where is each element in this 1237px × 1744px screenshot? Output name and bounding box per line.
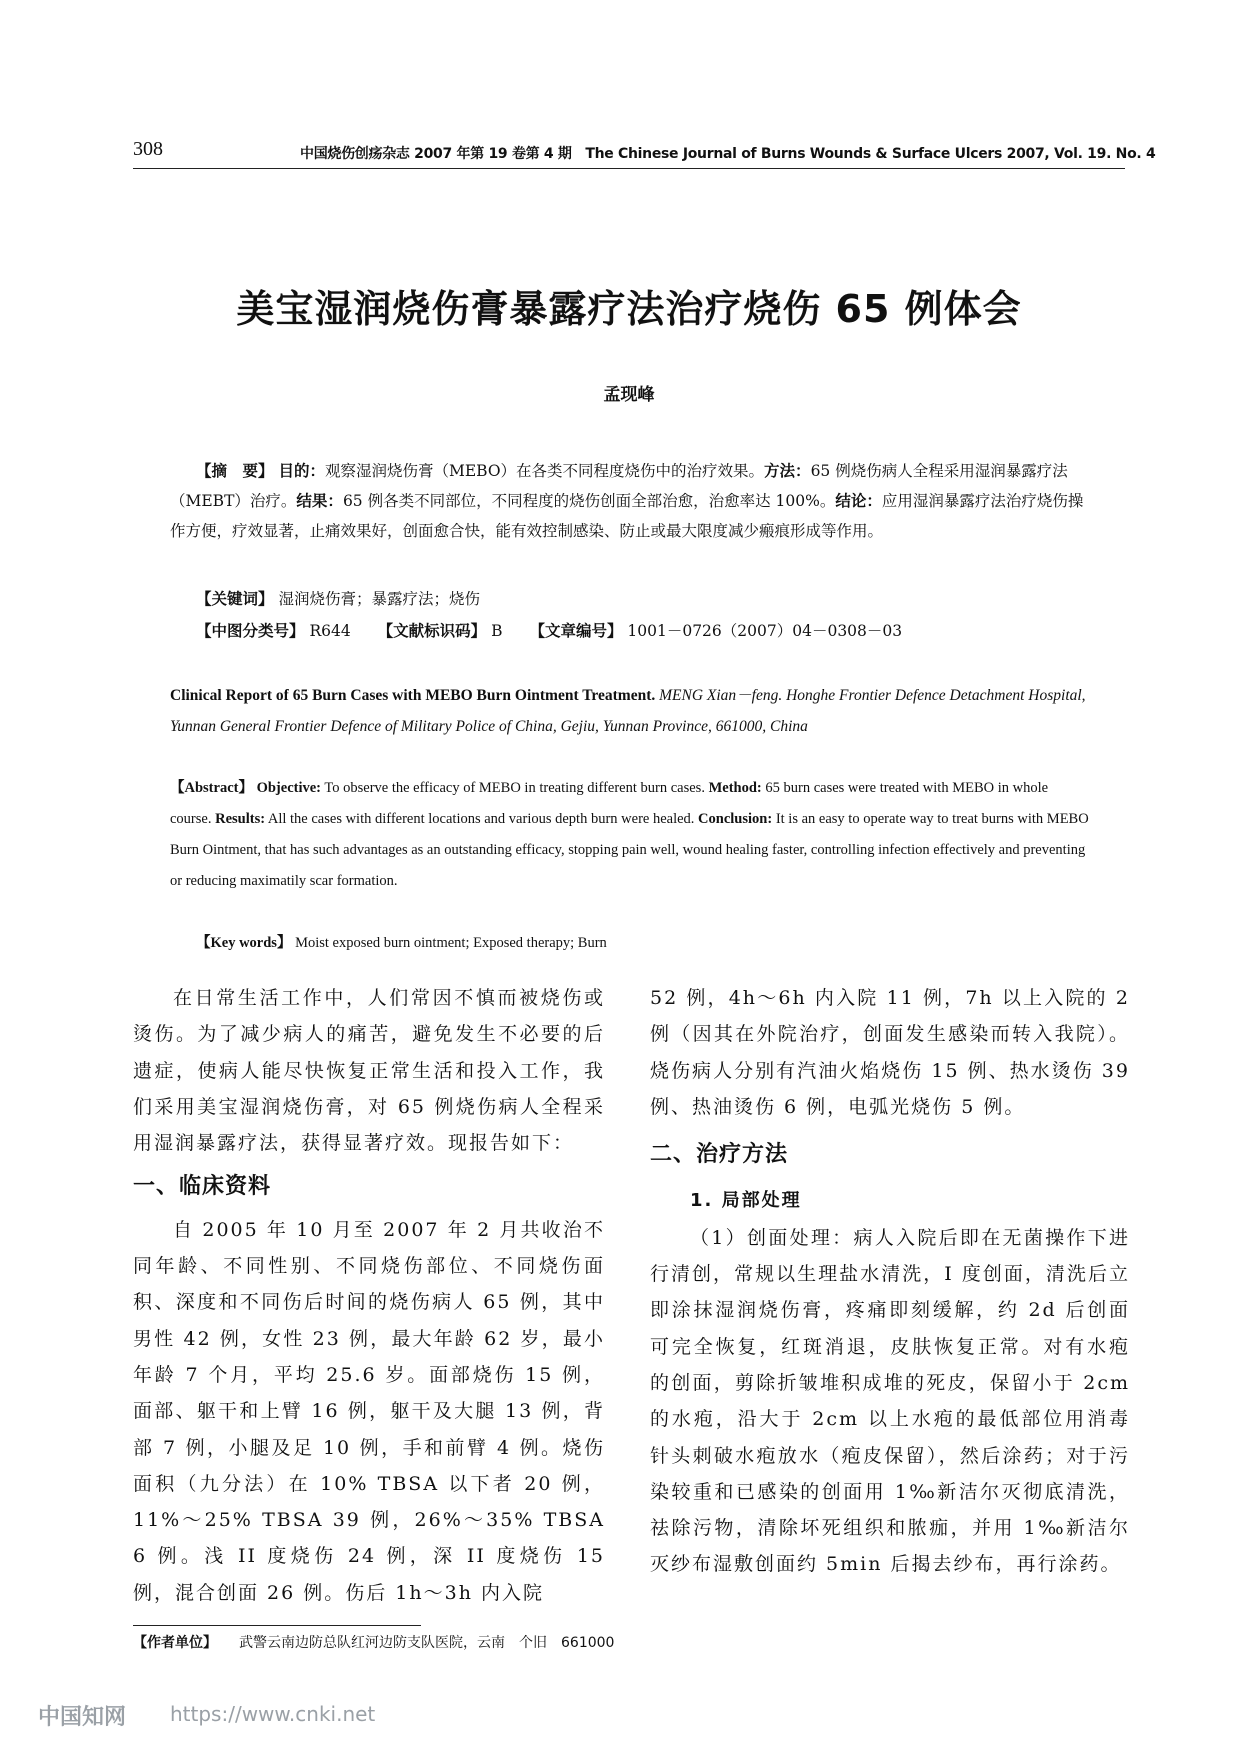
intro-paragraph: 在日常生活工作中，人们常因不慎而被烧伤或烫伤。为了减少病人的痛苦，避免发生不必要的后遗症，使病人能尽快恢复正常生活和投入工作，我们采用美宝湿润烧伤膏，对 65 例烧伤病人全程采用湿润暴露疗法，获得显著疗效。现报告如下： <box>133 987 605 1155</box>
article-title: 美宝湿润烧伤膏暴露疗法治疗烧伤 65 例体会 <box>236 287 1022 331</box>
keywords-cn-text: 湿润烧伤膏；暴露疗法；烧伤 <box>278 590 480 608</box>
abstract-cn-method: 65 例烧伤病人全程采用湿润暴露疗法（MEBT）治疗。 <box>170 462 1068 510</box>
section-heading-treatment: 二、治疗方法 <box>650 1142 789 1168</box>
english-title: Clinical Report of 65 Burn Cases with MEBO Burn Ointment Treatment. <box>170 687 656 704</box>
doc-code-value: B <box>491 622 503 640</box>
english-abstract <box>170 773 1090 897</box>
keywords-cn-label: 【关键词】 <box>196 590 274 608</box>
classification-line <box>196 616 1096 646</box>
clc-label: 【中图分类号】 <box>196 622 305 640</box>
english-abstract-label: 【Abstract】 <box>170 780 253 796</box>
abstract-cn-results-label: 结果： <box>296 491 343 510</box>
abstract-cn-results: 65 例各类不同部位，不同程度的烧伤创面全部治愈，治愈率达 100%。 <box>342 492 836 510</box>
body-column-right <box>650 980 1130 1583</box>
keywords-cn <box>196 584 1096 614</box>
section-heading-clinical-data: 一、临床资料 <box>133 1174 272 1200</box>
clinical-data-paragraph: 自 2005 年 10 月至 2007 年 2 月共收治不同年龄、不同性别、不同烧伤部位、不同烧伤面积、深度和不同伤后时间的烧伤病人 65 例，其中男性 42 例，女性 23 例，最大年龄 62 岁，最小年龄 7 个月，平均 25.6 岁。面部烧伤 15 例，面部、躯干和上臂 16 例，躯干及大腿 13 例，背部 7 例，小腿及足 10 例，手和前臂 4 例。烧伤面积（九分法）在 10% TBSA 以下者 20 例，11%～25% TBSA 39 例，26%～35% TBSA 6 例。浅 II 度烧伤 24 例，深 II 度烧伤 15 例，混合创面 26 例。伤后 1h～3h 内入院 <box>133 1218 605 1604</box>
running-header: 中国烧伤创疡杂志 2007 年第 19 卷第 4 期 The Chinese Journal of Burns Wounds & Surface Ulcers 2007, Vol. 19. No. 4 <box>300 146 1156 162</box>
english-method-label: Method: <box>708 780 762 796</box>
body-column-left <box>133 980 605 1611</box>
abstract-cn-label: 【摘 要】 <box>196 462 274 480</box>
english-conclusion-label: Conclusion: <box>698 811 773 827</box>
abstract-cn-conclusion: 应用湿润暴露疗法治疗烧伤操作方便，疗效显著，止痛效果好，创面愈合快，能有效控制感染、防止或最大限度减少瘢痕形成等作用。 <box>170 492 1084 540</box>
clc-value: R644 <box>309 622 351 640</box>
local-treatment-paragraph: （1）创面处理：病人入院后即在无菌操作下进行清创，常规以生理盐水清洗，I 度创面，清洗后立即涂抹湿润烧伤膏，疼痛即刻缓解，约 2d 后创面可完全恢复，红斑消退，皮肤恢复正常。对有水疱的创面，剪除折皱堆积成堆的死皮，保留小于 2cm 的水疱，沿大于 2cm 以上水疱的最低部位用消毒针头刺破水疱放水（疱皮保留），然后涂药；对于污染较重和已感染的创面用 1‰新洁尔灭彻底清洗，祛除污物，清除坏死组织和脓痂，并用 1‰新洁尔灭纱布湿敷创面约 5min 后揭去纱布，再行涂药。 <box>650 1226 1130 1576</box>
english-affiliation: MENG Xian－feng. Honghe Frontier Defence Detachment Hospital, Yunnan General Frontier Defence of Military Police of China, Gejiu, Yunnan Province, 661000, China <box>170 687 1086 735</box>
english-conclusion: It is an easy to operate way to treat burns with MEBO Burn Ointment, that has such advantages as an outstanding efficacy, stopping pain well, wound healing faster, controlling infection effectively and preventing or reducing maximatily scar formation. <box>170 811 1089 889</box>
header-rule <box>133 168 1125 169</box>
abstract-cn-method-label: 方法： <box>764 461 811 480</box>
abstract-cn-objective: 观察湿润烧伤膏（MEBO）在各类不同程度烧伤中的治疗效果。 <box>324 462 765 480</box>
english-keywords <box>196 928 1096 958</box>
english-keywords-label: 【Key words】 <box>196 935 292 951</box>
english-keywords-text: Moist exposed burn ointment; Exposed therapy; Burn <box>295 935 607 951</box>
author-affiliation-footnote <box>133 1632 614 1652</box>
author: 孟现峰 <box>603 385 655 405</box>
article-id-value: 1001－0726（2007）04－0308－03 <box>627 622 903 640</box>
abstract-cn-objective-label: 目的： <box>278 461 325 480</box>
footnote-text: 武警云南边防总队红河边防支队医院，云南 个旧 661000 <box>239 1635 615 1651</box>
cnki-watermark-logo: 中国知网 <box>38 1705 127 1730</box>
doc-code-label: 【文献标识码】 <box>377 622 487 640</box>
subsection-heading-local-treatment: 1. 局部处理 <box>690 1190 802 1212</box>
english-results: All the cases with different locations and various depth burn were healed. <box>267 811 695 827</box>
page-number: 308 <box>133 138 163 160</box>
english-results-label: Results: <box>215 811 266 827</box>
abstract-cn <box>170 456 1090 546</box>
english-citation <box>170 680 1090 742</box>
english-objective: To observe the efficacy of MEBO in treating different burn cases. <box>324 780 705 796</box>
article-id-label: 【文章编号】 <box>529 622 623 640</box>
abstract-cn-conclusion-label: 结论： <box>835 491 882 510</box>
english-method: 65 burn cases were treated with MEBO in whole course. <box>170 780 1049 827</box>
clinical-data-continued: 52 例，4h～6h 内入院 11 例，7h 以上入院的 2 例（因其在外院治疗，创面发生感染而转入我院）。烧伤病人分别有汽油火焰烧伤 15 例、热水烫伤 39 例、热油烫伤 6 例，电弧光烧伤 5 例。 <box>650 987 1130 1118</box>
footnote-rule <box>133 1625 421 1626</box>
english-objective-label: Objective: <box>256 780 322 796</box>
footnote-label: 【作者单位】 <box>133 1635 217 1651</box>
cnki-watermark-url: https://www.cnki.net <box>170 1702 376 1726</box>
